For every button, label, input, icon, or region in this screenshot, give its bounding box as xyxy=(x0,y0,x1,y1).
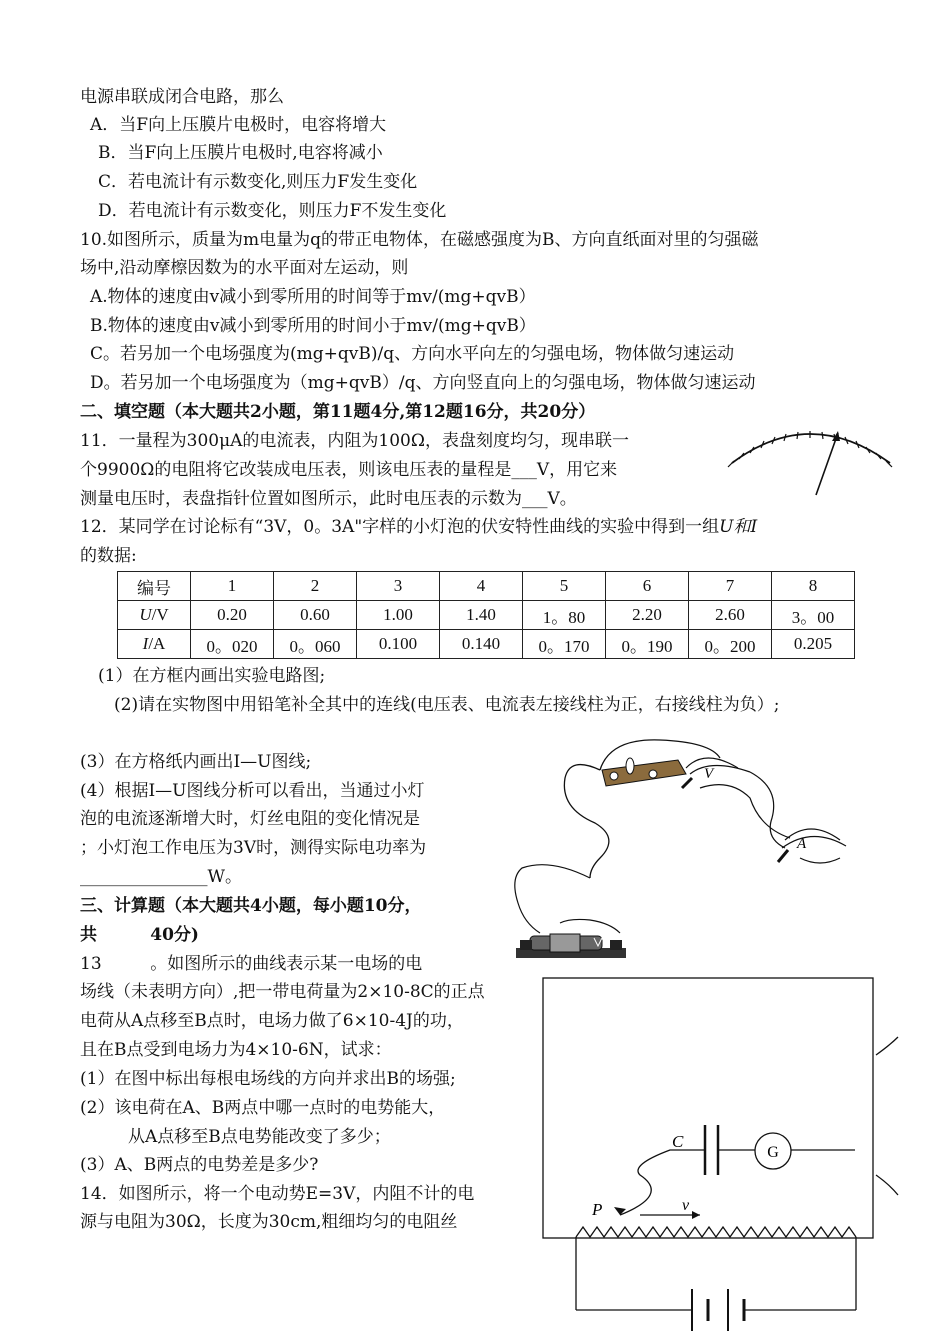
apparatus-figure xyxy=(510,728,870,968)
table-cell: 2.20 xyxy=(606,601,689,630)
question-11: 11．一量程为300μA的电流表，内阻为100Ω，表盘刻度均匀，现串联一 xyxy=(80,431,629,451)
table-cell: 0.205 xyxy=(772,630,855,659)
table-cell: 1.00 xyxy=(357,601,440,630)
section-heading: 三、计算题（本大题共4小题，每小题10分， xyxy=(80,896,422,916)
table-cell: 8 xyxy=(772,572,855,601)
answer-blank: _______________W。 xyxy=(80,867,242,887)
slider-label: P xyxy=(592,1200,603,1219)
data-table xyxy=(117,571,855,659)
table-cell: 0.140 xyxy=(440,630,523,659)
capacitor-label: C xyxy=(672,1132,684,1151)
velocity-label: v xyxy=(682,1197,690,1214)
sub-question: (4）根据I—U图线分析可以看出，当通过小灯 xyxy=(80,781,425,801)
meter-dial-figure xyxy=(720,415,900,505)
table-cell: 0。190 xyxy=(606,630,689,659)
text-line: 场线（未表明方向）,把一带电荷量为2×10-8C的正点 xyxy=(80,982,485,1002)
sub-question: (1）在方框内画出实验电路图; xyxy=(98,666,326,686)
circuit-figure xyxy=(540,975,920,1342)
table-cell: 4 xyxy=(440,572,523,601)
table-cell: U/V xyxy=(118,601,191,630)
table-cell: 1 xyxy=(191,572,274,601)
table-cell: 1.40 xyxy=(440,601,523,630)
text-line: 电源串联成闭合电路，那么 xyxy=(80,87,284,107)
table-cell: 3 xyxy=(357,572,440,601)
table-cell: 1。80 xyxy=(523,601,606,630)
option-b: B.物体的速度由v减小到零所用的时间小于mv/(mg+qvB） xyxy=(90,316,536,336)
ammeter-label: A xyxy=(797,836,807,852)
table-row xyxy=(118,601,855,630)
table-cell: 0。020 xyxy=(191,630,274,659)
text-line: 场中,沿动摩檫因数为的水平面对左运动，则 xyxy=(80,258,409,278)
text-line: 的数据: xyxy=(80,546,137,566)
option-d: D．若电流计有示数变化，则压力F不发生变化 xyxy=(98,201,447,221)
option-a: A．当F向上压膜片电极时，电容将增大 xyxy=(90,115,387,135)
table-cell: 6 xyxy=(606,572,689,601)
sub-question: (2）该电荷在A、B两点中哪一点时的电势能大， xyxy=(80,1098,446,1118)
table-row xyxy=(118,572,855,601)
table-row xyxy=(118,630,855,659)
text-line: 电荷从A点移至B点时，电场力做了6×10-4J的功， xyxy=(80,1011,464,1031)
text-line: ；小灯泡工作电压为3V时，测得实际电功率为 xyxy=(80,838,427,858)
galvanometer-label: G xyxy=(767,1144,779,1161)
table-cell: 0.20 xyxy=(191,601,274,630)
sub-question: (2)请在实物图中用铅笔补全其中的连线(电压表、电流表左接线柱为正，右接线柱为负）; xyxy=(114,695,780,715)
question-12: 12．某同学在讨论标有“3V，0。3A"字样的小灯泡的伏安特性曲线的实验中得到一组U和I xyxy=(80,517,758,537)
text-line: 且在B点受到电场力为4×10-6N，试求： xyxy=(80,1040,392,1060)
question-14: 14．如图所示，将一个电动势E=3V，内阻不计的电 xyxy=(80,1184,475,1204)
option-c: C．若电流计有示数变化,则压力F发生变化 xyxy=(98,172,418,192)
sub-question: (1）在图中标出每根电场线的方向并求出B的场强; xyxy=(80,1069,456,1089)
option-d: D。若另加一个电场强度为（mg+qvB）/q、方向竖直向上的匀强电场，物体做匀速运动 xyxy=(90,373,756,393)
table-cell: 2.60 xyxy=(689,601,772,630)
text-line: 泡的电流逐渐增大时，灯丝电阻的变化情况是 xyxy=(80,809,420,829)
table-cell: I/A xyxy=(118,630,191,659)
section-heading: 二、填空题（本大题共2小题，第11题4分,第12题16分，共20分） xyxy=(80,402,596,422)
text-line: 测量电压时，表盘指针位置如图所示，此时电压表的示数为___V。 xyxy=(80,489,577,509)
table-cell: 0.60 xyxy=(274,601,357,630)
text-line: 从A点移至B点电势能改变了多少； xyxy=(128,1127,391,1147)
table-cell: 7 xyxy=(689,572,772,601)
table-cell: 编号 xyxy=(118,572,191,601)
table-cell: 0。200 xyxy=(689,630,772,659)
question-10: 10.如图所示，质量为m电量为q的带正电物体，在磁感强度为B、方向直纸面对里的匀强磁 xyxy=(80,230,759,250)
option-b: B．当F向上压膜片电极时,电容将减小 xyxy=(98,143,383,163)
table-cell: 5 xyxy=(523,572,606,601)
voltmeter-label: V xyxy=(704,766,714,782)
question-13: 13 。如图所示的曲线表示某一电场的电 xyxy=(80,954,423,974)
sub-question: (3）在方格纸内画出I—U图线; xyxy=(80,752,312,772)
option-c: C。若另加一个电场强度为(mg+qvB)/q、方向水平向左的匀强电场，物体做匀速运动 xyxy=(90,344,735,364)
section-heading: 共 40分) xyxy=(80,925,199,945)
text-line: 个9900Ω的电阻将它改装成电压表，则该电压表的量程是___V，用它来 xyxy=(80,460,618,480)
table-cell: 3。00 xyxy=(772,601,855,630)
table-cell: 0。060 xyxy=(274,630,357,659)
text-line: 源与电阻为30Ω，长度为30cm,粗细均匀的电阻丝 xyxy=(80,1212,458,1232)
sub-question: (3）A、B两点的电势差是多少? xyxy=(80,1155,319,1175)
option-a: A.物体的速度由v减小到零所用的时间等于mv/(mg+qvB） xyxy=(90,287,536,307)
table-cell: 0。170 xyxy=(523,630,606,659)
table-cell: 2 xyxy=(274,572,357,601)
table-cell: 0.100 xyxy=(357,630,440,659)
